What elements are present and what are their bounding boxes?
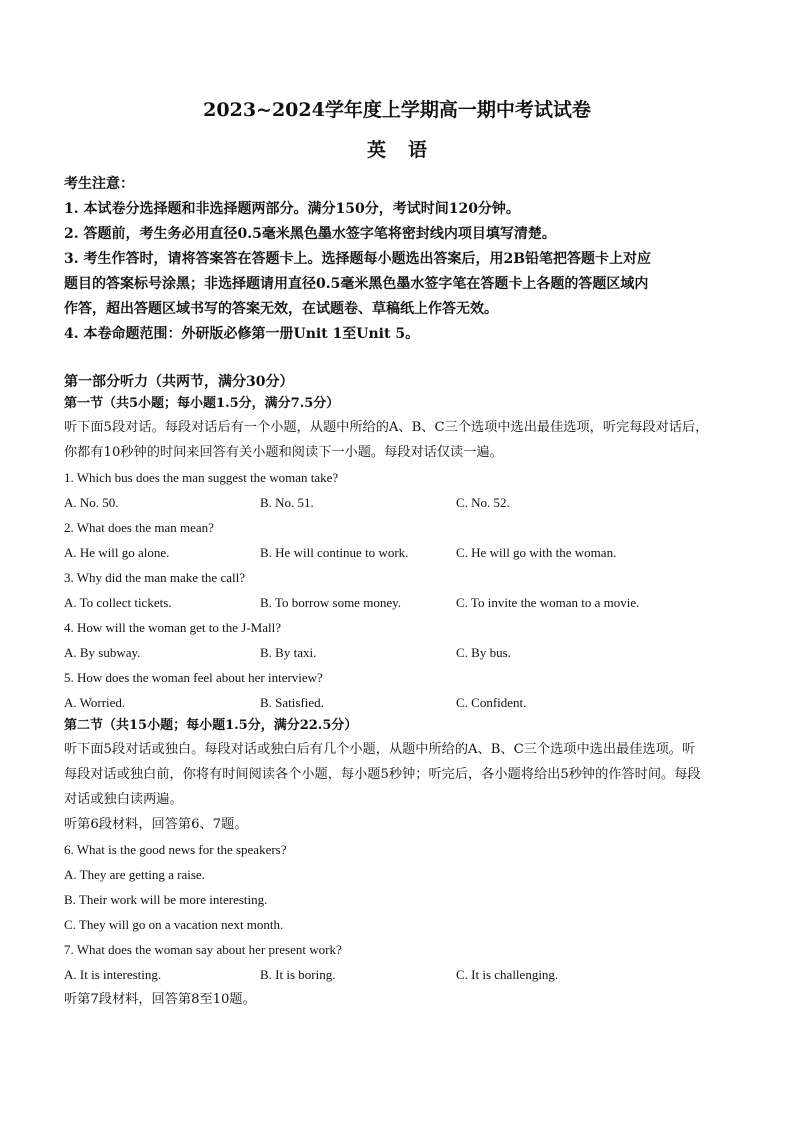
option-c: C. Confident. — [456, 695, 527, 710]
notice-line: 1. 本试卷分选择题和非选择题两部分。满分150分，考试时间120分钟。 — [64, 201, 520, 217]
section2-heading: 第二节（共15小题；每小题1.5分，满分22.5分） — [64, 718, 358, 733]
option-c: C. No. 52. — [456, 495, 510, 510]
question-4-options — [64, 640, 736, 665]
option-a: A. He will go alone. — [64, 545, 170, 560]
question-3-options — [64, 590, 736, 615]
option-a: A. To collect tickets. — [64, 595, 172, 610]
section2-instruction: 对话或独白读两遍。 — [64, 792, 183, 807]
notice-line: 题目的答案标号涂黑；非选择题请用直径0.5毫米黑色墨水签字笔在答题卡上各题的答题区域内 — [64, 276, 649, 292]
question-1: 1. Which bus does the man suggest the woman take? — [64, 470, 339, 485]
notice-line: 4. 本卷命题范围：外研版必修第一册Unit 1至Unit 5。 — [64, 326, 420, 342]
question-5: 5. How does the woman feel about her interview? — [64, 670, 323, 685]
option-b: B. He will continue to work. — [260, 545, 409, 560]
section1-instruction: 听下面5段对话。每段对话后有一个小题，从题中所给的A、B、C三个选项中选出最佳选项，听完每段对话后， — [64, 420, 709, 435]
question-2-options — [64, 540, 736, 565]
exam-title: 2023~2024学年度上学期高一期中考试试卷 — [203, 99, 591, 121]
option-b: B. To borrow some money. — [260, 595, 401, 610]
part1-listening — [64, 371, 736, 1012]
subject-title: 英语 — [366, 139, 449, 161]
question-6-option-c: C. They will go on a vacation next month. — [64, 917, 284, 932]
question-4: 4. How will the woman get to the J-Mall? — [64, 620, 281, 635]
question-6-option-a: A. They are getting a raise. — [64, 867, 205, 882]
section1-instruction: 你都有10秒钟的时间来回答有关小题和阅读下一小题。每段对话仅读一遍。 — [64, 445, 503, 460]
option-a: A. No. 50. — [64, 495, 119, 510]
notice-line: 作答，超出答题区域书写的答案无效，在试题卷、草稿纸上作答无效。 — [64, 301, 498, 317]
option-b: B. No. 51. — [260, 495, 314, 510]
option-c: C. He will go with the woman. — [456, 545, 617, 560]
notice-line: 2. 答题前，考生务必用直径0.5毫米黑色墨水签字笔将密封线内项目填写清楚。 — [64, 226, 556, 242]
question-2: 2. What does the man mean? — [64, 520, 214, 535]
option-b: B. Satisfied. — [260, 695, 324, 710]
notice-block — [64, 172, 736, 347]
notice-line: 3. 考生作答时，请将答案答在答题卡上。选择题每小题选出答案后，用2B铅笔把答题卡上对应 — [64, 251, 652, 267]
option-a: A. Worried. — [64, 695, 126, 710]
question-6: 6. What is the good news for the speakers? — [64, 842, 287, 857]
question-6-option-b: B. Their work will be more interesting. — [64, 892, 268, 907]
option-a: A. By subway. — [64, 645, 141, 660]
question-3: 3. Why did the man make the call? — [64, 570, 245, 585]
option-c: C. It is challenging. — [456, 967, 559, 982]
question-1-options — [64, 490, 736, 515]
question-5-options — [64, 690, 736, 715]
option-c: C. To invite the woman to a movie. — [456, 595, 640, 610]
section2-instruction: 听下面5段对话或独白。每段对话或独白后有几个小题，从题中所给的A、B、C三个选项中选出最佳选项。听 — [64, 742, 696, 757]
option-a: A. It is interesting. — [64, 967, 162, 982]
option-c: C. By bus. — [456, 645, 511, 660]
section1-heading: 第一节（共5小题；每小题1.5分，满分7.5分） — [64, 396, 340, 411]
option-b: B. By taxi. — [260, 645, 317, 660]
material-6-label: 听第6段材料，回答第6、7题。 — [64, 817, 248, 832]
question-7-options — [64, 962, 736, 987]
part1-heading: 第一部分听力（共两节，满分30分） — [64, 374, 294, 390]
section2-instruction: 每段对话或独白前，你将有时间阅读各个小题，每小题5秒钟；听完后，各小题将给出5秒钟的作答时间。每段 — [64, 767, 701, 782]
question-7: 7. What does the woman say about her present work? — [64, 942, 342, 957]
notice-heading: 考生注意： — [64, 176, 134, 192]
option-b: B. It is boring. — [260, 967, 336, 982]
material-7-label: 听第7段材料，回答第8至10题。 — [64, 992, 256, 1007]
